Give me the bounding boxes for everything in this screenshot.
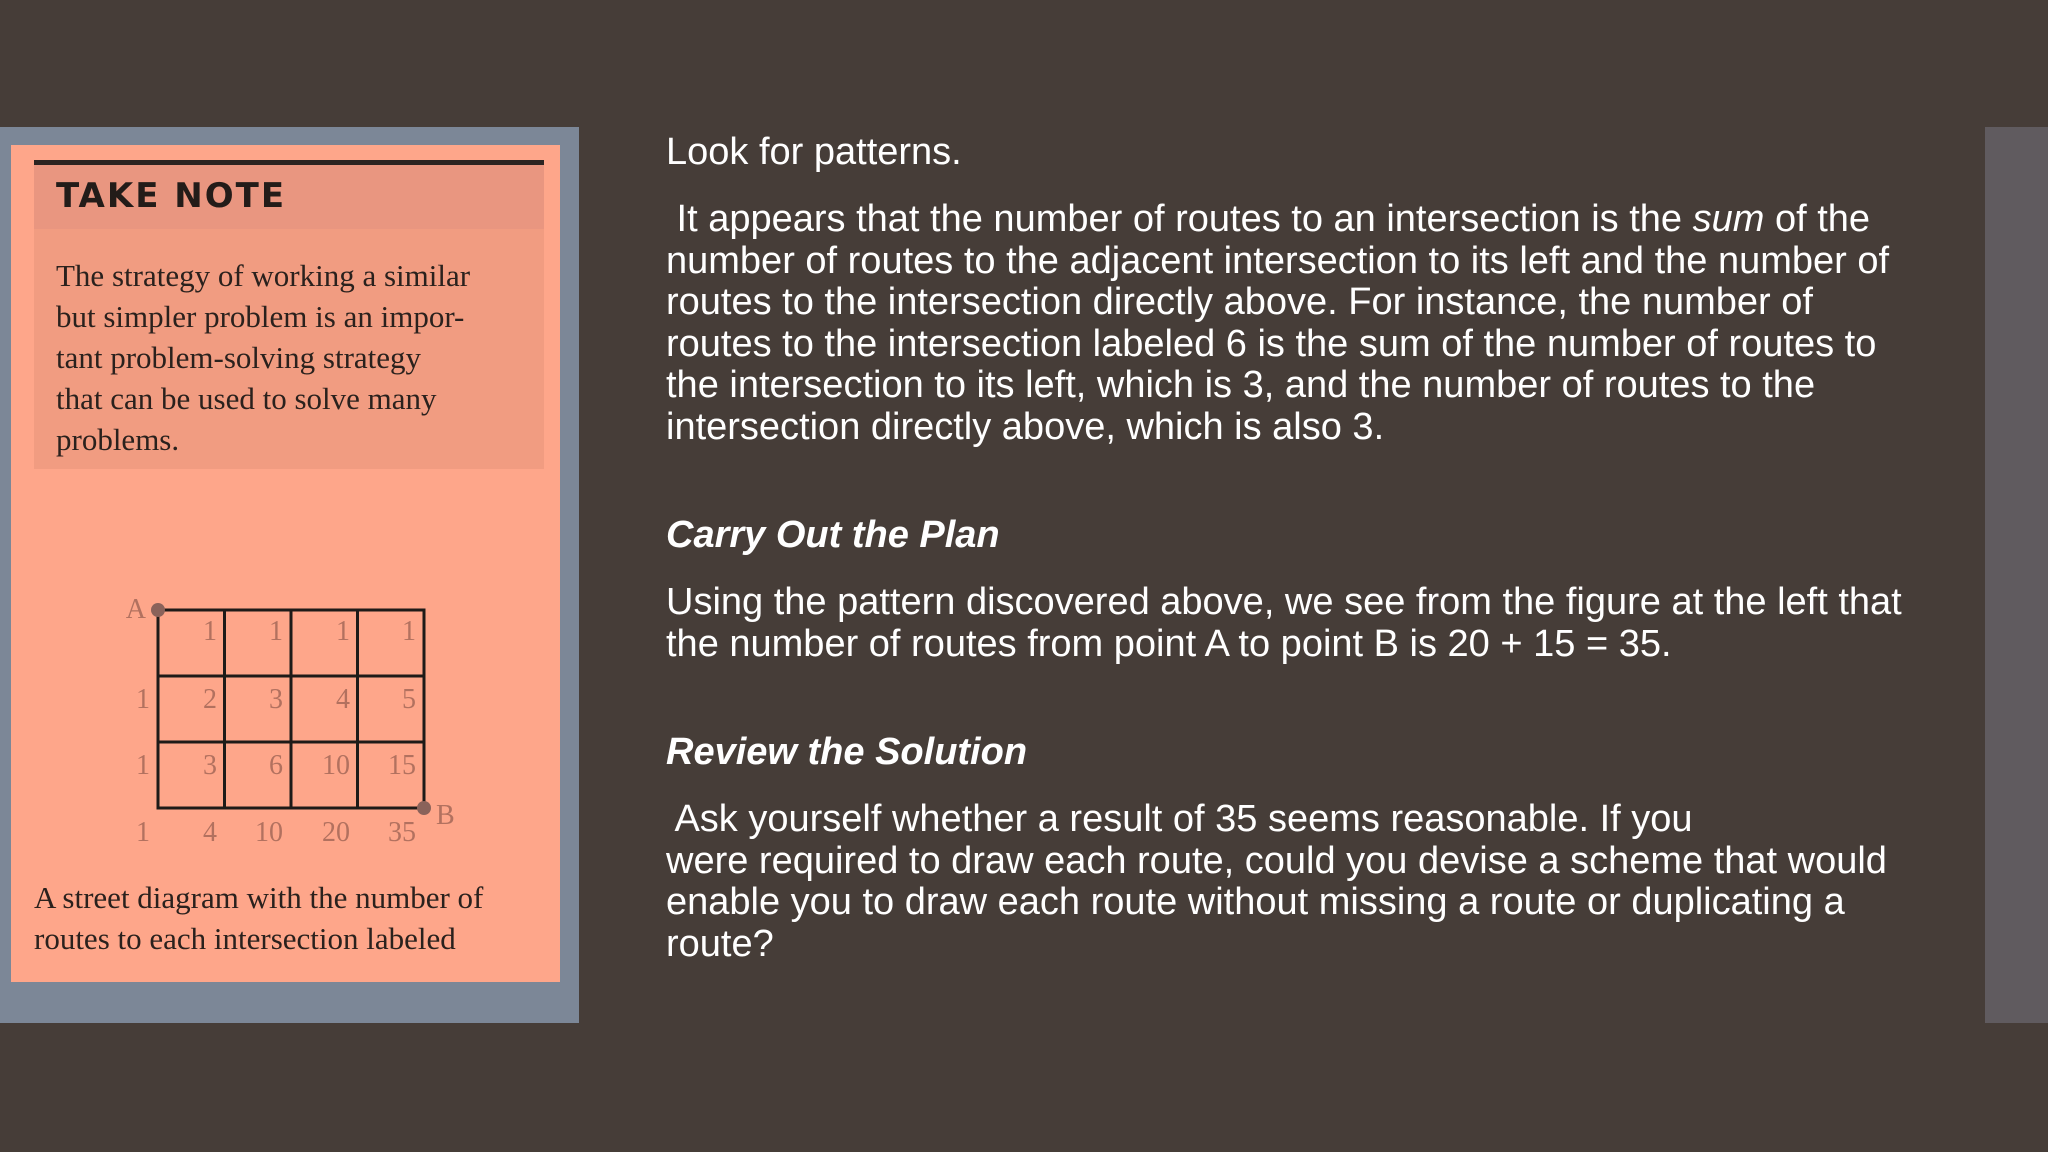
pattern-paragraph: [666, 199, 1889, 448]
take-note-line: tant problem-solving strategy: [56, 340, 422, 375]
route-count: 15: [388, 750, 416, 781]
carry-out-paragraph: [666, 582, 1902, 665]
caption-line: routes to each intersection labeled: [34, 921, 456, 956]
take-note-line: problems.: [56, 422, 180, 457]
take-note-line: but simpler problem is an impor-: [56, 299, 465, 334]
take-note-line: that can be used to solve many: [56, 381, 437, 416]
route-count: 4: [203, 817, 217, 848]
pattern-line-end: of the: [1764, 198, 1871, 240]
point-a-marker: [151, 603, 165, 617]
review-line: enable you to draw each route without missing a route or duplicating a: [666, 881, 1845, 923]
route-count: 10: [255, 817, 283, 848]
review-paragraph: [666, 799, 1887, 965]
route-count: 1: [136, 817, 150, 848]
route-count: 3: [269, 684, 283, 715]
pattern-line-start: It appears that the number of routes to an intersection is the: [666, 198, 1693, 240]
review-heading: [666, 732, 1027, 774]
route-count: 1: [136, 750, 150, 781]
pattern-line: routes to the intersection directly above. For instance, the number of: [666, 281, 1813, 323]
carry-out-line: Using the pattern discovered above, we see from the figure at the left that: [666, 581, 1902, 623]
route-count: 1: [402, 616, 416, 647]
look-for-patterns: [666, 132, 962, 174]
point-b-label: B: [436, 800, 455, 831]
look-for-patterns-text: Look for patterns.: [666, 131, 962, 173]
route-count: 1: [336, 616, 350, 647]
route-count: 20: [322, 817, 350, 848]
review-line: route?: [666, 922, 774, 965]
route-count: 4: [336, 684, 350, 715]
route-count: 6: [269, 750, 283, 781]
diagram-caption: [34, 877, 554, 959]
review-line: Ask yourself whether a result of 35 seems reasonable. If you: [666, 798, 1693, 840]
take-note-line: The strategy of working a similar: [56, 258, 471, 293]
take-note-title: TAKE NOTE: [56, 176, 287, 216]
route-count: 35: [388, 817, 416, 848]
pattern-line: the intersection to its left, which is 3, and the number of routes to the: [666, 364, 1816, 406]
review-heading-text: Review the Solution: [666, 731, 1028, 773]
route-count: 10: [322, 750, 350, 781]
route-count: 1: [136, 684, 150, 715]
carry-out-heading-text: Carry Out the Plan: [666, 514, 1000, 556]
caption-line: A street diagram with the number of: [34, 880, 484, 915]
carry-out-heading: [666, 515, 1000, 557]
point-b-marker: [417, 801, 431, 815]
pattern-line: routes to the intersection labeled 6 is the sum of the number of routes to: [666, 322, 1877, 365]
pattern-line: number of routes to the adjacent intersection to its left and the number of: [666, 239, 1890, 282]
route-count: 1: [203, 616, 217, 647]
review-line: were required to draw each route, could you devise a scheme that would: [666, 839, 1887, 882]
pattern-line: [666, 199, 1889, 241]
point-a-label: A: [125, 594, 146, 625]
street-diagram: [0, 0, 579, 1023]
sum-emphasis: sum: [1692, 198, 1765, 240]
right-edge-strip: [1985, 127, 2048, 1023]
route-count: 1: [269, 616, 283, 647]
route-count: 3: [203, 750, 217, 781]
carry-out-line: the number of routes from point A to point B is 20 + 15 = 35.: [666, 622, 1672, 665]
route-count: 2: [203, 684, 217, 715]
street-grid: [158, 610, 424, 808]
route-count: 5: [402, 684, 416, 715]
pattern-line: intersection directly above, which is also 3.: [666, 405, 1385, 448]
